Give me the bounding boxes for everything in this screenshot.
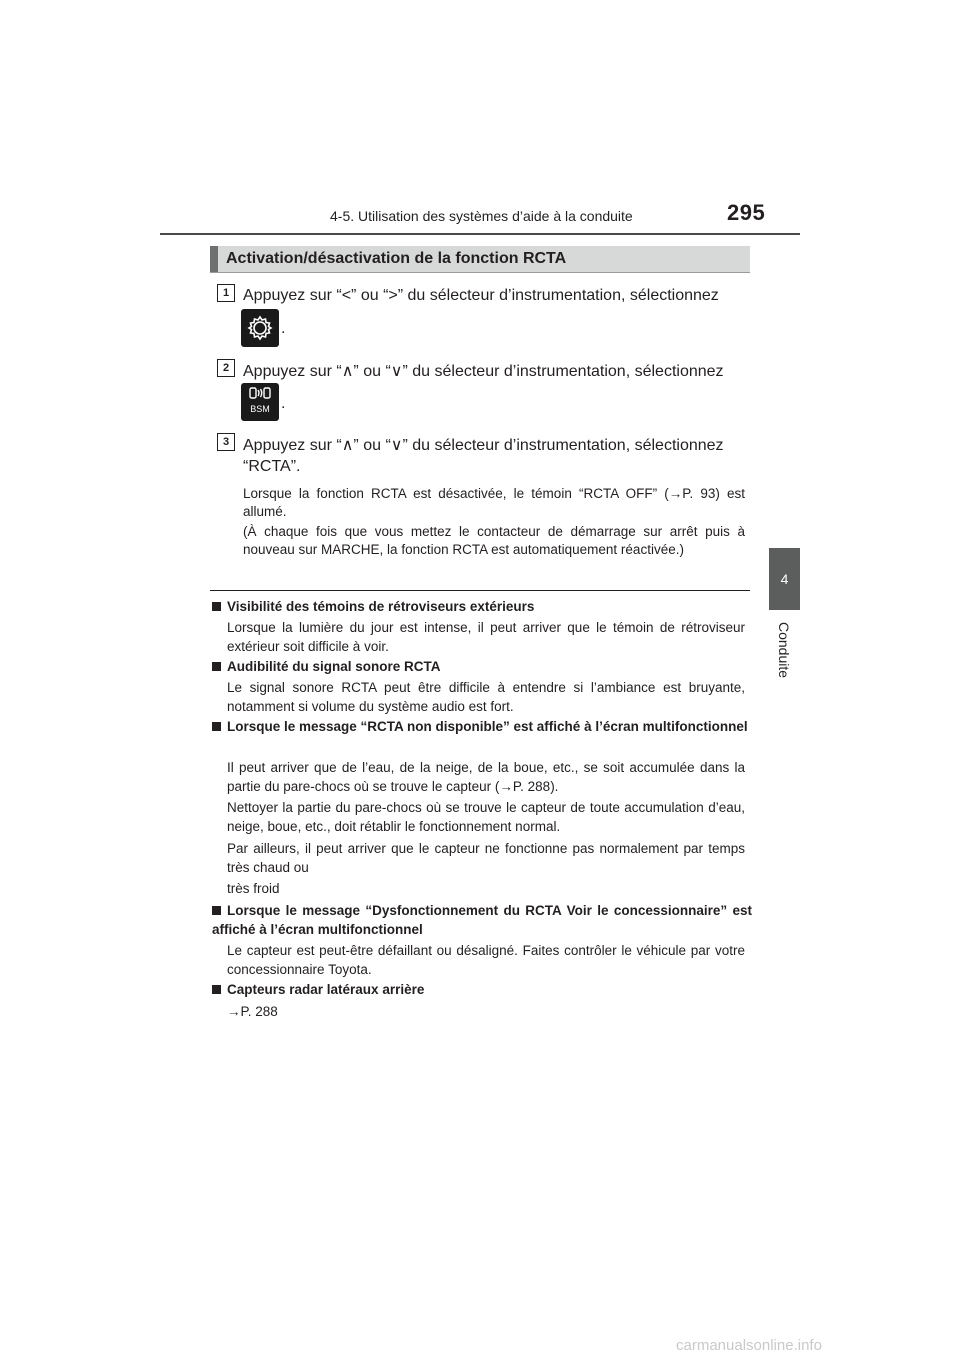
bullet-title-text: Audibilité du signal sonore RCTA	[227, 659, 441, 674]
step-number-2: 2	[217, 359, 235, 377]
bullet-body-3b: Nettoyer la partie du pare-chocs où se trouve le capteur de toute accumulation d’eau, neige, boue, etc., doit rétablir le fonctionnement normal.	[227, 800, 745, 834]
step-3-text: Appuyez sur “∧” ou “∨” du sélecteur d’instrumentation, sélectionnez	[243, 437, 724, 454]
bullet-body-1: Lorsque la lumière du jour est intense, il peut arriver que le témoin de rétroviseur extérieur soit difficile à voir.	[227, 620, 745, 654]
step-2-text: Appuyez sur “∧” ou “∨” du sélecteur d’instrumentation, sélectionnez	[243, 363, 724, 380]
note-reactivation: (À chaque fois que vous mettez le contacteur de démarrage sur arrêt puis à nouveau sur MARCHE, la fonction RCTA est automatiquement réactivée.)	[243, 524, 745, 557]
square-bullet-icon	[212, 602, 221, 611]
step-3-text-cont: “RCTA”.	[243, 458, 301, 475]
bullet-title-2	[212, 657, 752, 676]
step-number-1: 1	[217, 284, 235, 302]
square-bullet-icon	[212, 722, 221, 731]
chapter-name-label: Conduite	[776, 621, 792, 679]
step-1-text: Appuyez sur “<” ou “>” du sélecteur d’instrumentation, sélectionnez	[243, 287, 719, 304]
header-rule	[160, 233, 800, 235]
chapter-tab: 4	[769, 548, 800, 610]
page-number: 295	[727, 200, 766, 225]
bullet-title-text: Capteurs radar latéraux arrière	[227, 982, 425, 997]
bullet-body-3d: très froid	[227, 881, 280, 896]
square-bullet-icon	[212, 985, 221, 994]
separator-rule	[210, 590, 750, 591]
section-title: Activation/désactivation de la fonction RCTA	[226, 250, 567, 267]
note-rcta-off: Lorsque la fonction RCTA est désactivée, le témoin “RCTA OFF” (→P. 93) est allumé.	[243, 486, 745, 519]
bullet-title-text: Lorsque le message “RCTA non disponible” est affiché à l’écran multifonctionnel	[227, 719, 748, 734]
bullet-title-4	[212, 901, 752, 939]
bsm-icon	[241, 383, 279, 421]
square-bullet-icon	[212, 662, 221, 671]
bullet-body-3a: Il peut arriver que de l’eau, de la neige, de la boue, etc., se soit accumulée dans la partie du pare-chocs où se trouve le capteur (→P. 288).	[227, 760, 745, 794]
header-section-title: 4-5. Utilisation des systèmes d’aide à la conduite	[330, 208, 633, 224]
section-title-bar	[210, 246, 750, 273]
gear-settings-icon	[241, 309, 279, 347]
bullet-body-3c: Par ailleurs, il peut arriver que le capteur ne fonctionne pas normalement par temps très chaud ou	[227, 841, 745, 875]
chapter-name	[771, 620, 797, 680]
step-1-period: .	[281, 320, 286, 337]
step-2-period: .	[281, 395, 286, 412]
bullet-title-text: Lorsque le message “Dysfonctionnement du RCTA Voir le concessionnaire” est affiché à l’écran multifonctionnel	[212, 903, 752, 937]
square-bullet-icon	[212, 906, 221, 915]
step-number-3: 3	[217, 433, 235, 451]
bullet-title-3	[212, 717, 752, 736]
section-title-accent	[210, 246, 218, 272]
bullet-title-5	[212, 980, 752, 999]
bullet-body-2: Le signal sonore RCTA peut être difficile à entendre si l’ambiance est bruyante, notamment si volume du système audio est fort.	[227, 680, 745, 714]
bsm-icon-label: BSM	[250, 404, 270, 414]
bullet-title-1	[212, 597, 752, 616]
bullet-title-text: Visibilité des témoins de rétroviseurs extérieurs	[227, 599, 535, 614]
watermark: carmanualsonline.info	[676, 1337, 822, 1354]
bullet-body-4: Le capteur est peut-être défaillant ou désaligné. Faites contrôler le véhicule par votre concessionnaire Toyota.	[227, 943, 745, 977]
bullet-body-5: →P. 288	[227, 1004, 278, 1019]
